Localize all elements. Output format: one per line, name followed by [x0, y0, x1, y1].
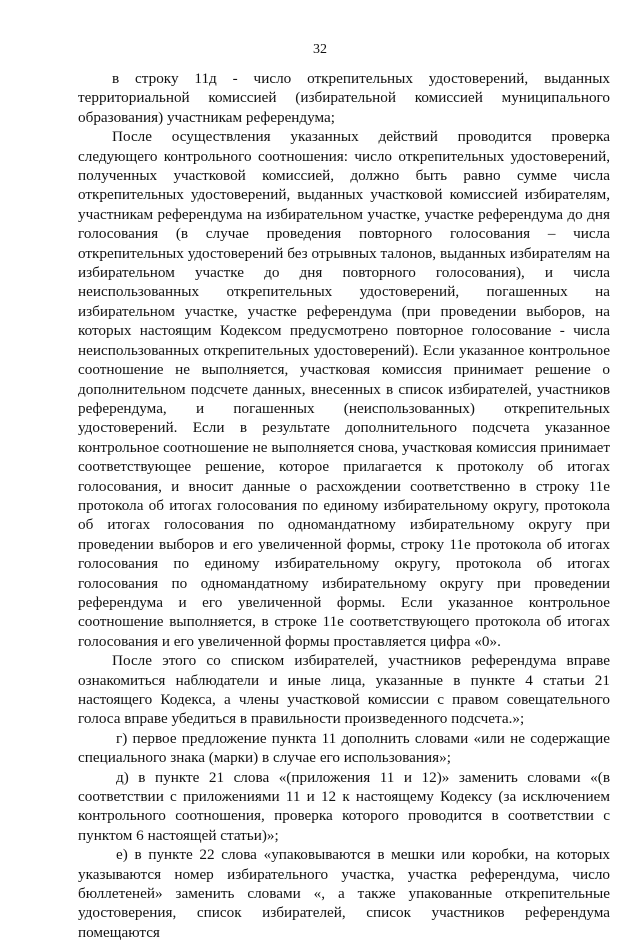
paragraph-item-e: е) в пункте 22 слова «упаковываются в мешки или коробки, на которых указываются номер избирательного участка, участка референдума, число бюллетеней» заменить словами «, а также упакованные открепительные удостоверения, список избирателей, список участников референдума помещаются: [78, 846, 610, 941]
paragraph-line-11d: в строку 11д - число открепительных удостоверений, выданных территориальной комиссией (избирательной комиссией муниципального образования) участникам референдума;: [78, 70, 610, 126]
page-number: 32: [313, 42, 327, 57]
paragraph-item-g: г) первое предложение пункта 11 дополнить словами «или не содержащие специального знака (марки) в случае его использования»;: [78, 729, 610, 767]
paragraph-item-d: д) в пункте 21 слова «(приложения 11 и 12)» заменить словами «(в соответствии с приложениями 11 и 12 к настоящему Кодексу (за исключением контрольного соотношения, проверка которого проводится в соответствии с пунктом 6 настоящей статьи)»;: [78, 768, 610, 844]
paragraph-control-ratio: После осуществления указанных действий проводится проверка следующего контрольного соотношения: число открепительных удостоверений, полученных участковой комиссией, должно быть равно сумме числа открепительных удостоверений, выданных участковой комиссией избирателям, участникам референдума на избирательном участке, участке референдума до дня голосования (в случае проведения повторного голосования – числа открепительных удостоверений без отрывных талонов, выданных избирателям на избирательном участке до дня повторного голосования), и числа неиспользованных открепительных удостоверений, погашенных на избирательном участке, участке референдума (при проведении выборов, на которых настоящим Кодексом предусмотрено повторное голосование - числа неиспользованных открепительных удостоверений). Если указанное контрольное соотношение не выполняется, участковая комиссия принимает решение о дополнительном подсчете данных, внесенных в список избирателей, участников референдума, и погашенных (неиспользованных) открепительных удостоверений. Если в результате дополнительного подсчета указанное контрольное соотношение не выполняется снова, участковая комиссия принимает соответствующее решение, которое прилагается к протоколу об итогах голосования, и вносит данные о расхождении соответственно в строку 11е протокола об итогах голосования по единому избирательному округу, протокола об итогах голосования по одномандатному избирательному округу при проведении выборов и его увеличенной формы, строку 11е протокола об итогах голосования по единому избирательному округу, протокола об итогах голосования по одномандатному избирательному округу при проведении референдума и его увеличенной формы. Если указанное контрольное соотношение выполняется, в строке 11е соответствующего протокола об итогах голосования и его увеличенной формы проставляется цифра «0».: [78, 128, 610, 650]
document-body: [78, 69, 610, 942]
paragraph-voter-list-review: После этого со списком избирателей, участников референдума вправе ознакомиться наблюдатели и иные лица, указанные в пункте 4 статьи 21 настоящего Кодекса, а члены участковой комиссии с правом совещательного голоса вправе убедиться в правильности произведенного подсчета.»;: [78, 652, 610, 728]
